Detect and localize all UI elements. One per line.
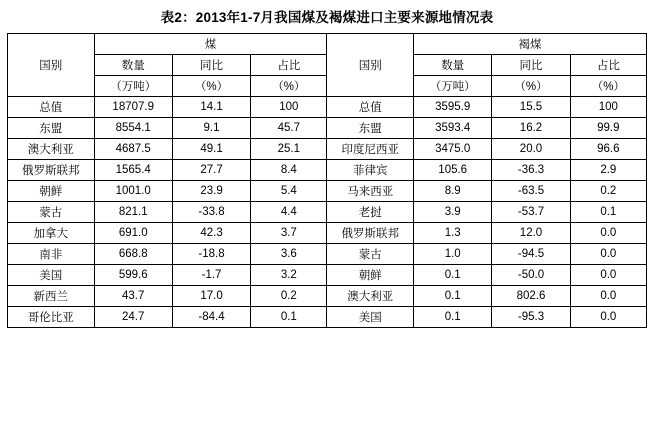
- cell-share-left: 4.4: [251, 202, 327, 223]
- header-share-unit-left: （%）: [251, 76, 327, 97]
- cell-country-left: 新西兰: [8, 286, 95, 307]
- cell-yoy-left: 49.1: [172, 139, 250, 160]
- cell-share-right: 99.9: [570, 118, 646, 139]
- header-group-coal: 煤: [94, 34, 327, 55]
- cell-country-right: 老挝: [327, 202, 414, 223]
- table-row: [8, 118, 647, 139]
- cell-quantity-left: 18707.9: [94, 97, 172, 118]
- header-group-lignite: 褐煤: [414, 34, 647, 55]
- table-row: [8, 265, 647, 286]
- cell-country-left: 南非: [8, 244, 95, 265]
- cell-country-left: 美国: [8, 265, 95, 286]
- header-share-unit-right: （%）: [570, 76, 646, 97]
- cell-yoy-left: 14.1: [172, 97, 250, 118]
- cell-share-left: 45.7: [251, 118, 327, 139]
- cell-share-right: 0.0: [570, 265, 646, 286]
- cell-quantity-right: 8.9: [414, 181, 492, 202]
- cell-country-left: 朝鲜: [8, 181, 95, 202]
- cell-quantity-left: 1565.4: [94, 160, 172, 181]
- cell-quantity-left: 43.7: [94, 286, 172, 307]
- header-share-right: 占比: [570, 55, 646, 76]
- cell-share-left: 100: [251, 97, 327, 118]
- table-row: [8, 139, 647, 160]
- cell-yoy-left: 17.0: [172, 286, 250, 307]
- cell-share-left: 0.2: [251, 286, 327, 307]
- cell-yoy-left: -1.7: [172, 265, 250, 286]
- cell-share-left: 3.6: [251, 244, 327, 265]
- cell-yoy-right: 16.2: [492, 118, 570, 139]
- cell-share-left: 3.7: [251, 223, 327, 244]
- cell-quantity-right: 0.1: [414, 265, 492, 286]
- cell-quantity-left: 691.0: [94, 223, 172, 244]
- cell-quantity-left: 668.8: [94, 244, 172, 265]
- cell-yoy-left: 42.3: [172, 223, 250, 244]
- import-sources-table: [7, 33, 647, 328]
- cell-quantity-right: 3595.9: [414, 97, 492, 118]
- cell-quantity-right: 0.1: [414, 307, 492, 328]
- header-row-groups: [8, 34, 647, 55]
- cell-quantity-left: 599.6: [94, 265, 172, 286]
- cell-quantity-left: 8554.1: [94, 118, 172, 139]
- header-quantity-unit-right: （万吨）: [414, 76, 492, 97]
- cell-country-right: 总值: [327, 97, 414, 118]
- table-row: [8, 97, 647, 118]
- cell-country-right: 印度尼西亚: [327, 139, 414, 160]
- cell-yoy-right: 802.6: [492, 286, 570, 307]
- cell-share-right: 2.9: [570, 160, 646, 181]
- cell-quantity-right: 3593.4: [414, 118, 492, 139]
- header-quantity-left: 数量: [94, 55, 172, 76]
- cell-share-left: 0.1: [251, 307, 327, 328]
- table-body: [8, 97, 647, 328]
- cell-quantity-right: 1.3: [414, 223, 492, 244]
- cell-yoy-left: 27.7: [172, 160, 250, 181]
- cell-country-right: 蒙古: [327, 244, 414, 265]
- cell-country-left: 澳大利亚: [8, 139, 95, 160]
- cell-share-right: 0.0: [570, 286, 646, 307]
- cell-country-right: 马来西亚: [327, 181, 414, 202]
- header-share-left: 占比: [251, 55, 327, 76]
- cell-country-right: 东盟: [327, 118, 414, 139]
- cell-quantity-right: 3.9: [414, 202, 492, 223]
- cell-share-left: 25.1: [251, 139, 327, 160]
- cell-quantity-left: 24.7: [94, 307, 172, 328]
- header-yoy-unit-left: （%）: [172, 76, 250, 97]
- cell-quantity-left: 4687.5: [94, 139, 172, 160]
- table-row: [8, 307, 647, 328]
- cell-country-right: 俄罗斯联邦: [327, 223, 414, 244]
- cell-country-left: 俄罗斯联邦: [8, 160, 95, 181]
- cell-share-right: 0.0: [570, 244, 646, 265]
- table-header: [8, 34, 647, 97]
- cell-share-left: 3.2: [251, 265, 327, 286]
- cell-quantity-right: 105.6: [414, 160, 492, 181]
- cell-yoy-right: -36.3: [492, 160, 570, 181]
- cell-country-left: 东盟: [8, 118, 95, 139]
- table-row: [8, 223, 647, 244]
- cell-country-left: 加拿大: [8, 223, 95, 244]
- cell-share-right: 0.2: [570, 181, 646, 202]
- cell-share-right: 0.1: [570, 202, 646, 223]
- cell-quantity-left: 1001.0: [94, 181, 172, 202]
- cell-quantity-right: 1.0: [414, 244, 492, 265]
- cell-yoy-right: -53.7: [492, 202, 570, 223]
- cell-yoy-right: -94.5: [492, 244, 570, 265]
- cell-country-right: 澳大利亚: [327, 286, 414, 307]
- table-row: [8, 160, 647, 181]
- cell-yoy-right: -63.5: [492, 181, 570, 202]
- header-quantity-unit-left: （万吨）: [94, 76, 172, 97]
- cell-country-left: 哥伦比亚: [8, 307, 95, 328]
- cell-share-left: 5.4: [251, 181, 327, 202]
- cell-share-right: 0.0: [570, 307, 646, 328]
- cell-yoy-right: 20.0: [492, 139, 570, 160]
- table-row: [8, 244, 647, 265]
- cell-yoy-right: 15.5: [492, 97, 570, 118]
- header-yoy-unit-right: （%）: [492, 76, 570, 97]
- table-row: [8, 202, 647, 223]
- table-row: [8, 181, 647, 202]
- table-row: [8, 286, 647, 307]
- cell-share-right: 0.0: [570, 223, 646, 244]
- cell-country-left: 蒙古: [8, 202, 95, 223]
- cell-yoy-left: 23.9: [172, 181, 250, 202]
- header-country-right: 国别: [327, 34, 414, 97]
- cell-quantity-left: 821.1: [94, 202, 172, 223]
- cell-yoy-right: -95.3: [492, 307, 570, 328]
- header-yoy-right: 同比: [492, 55, 570, 76]
- cell-share-right: 96.6: [570, 139, 646, 160]
- cell-yoy-right: 12.0: [492, 223, 570, 244]
- cell-country-right: 菲律宾: [327, 160, 414, 181]
- cell-yoy-left: 9.1: [172, 118, 250, 139]
- cell-country-right: 朝鲜: [327, 265, 414, 286]
- cell-yoy-left: -84.4: [172, 307, 250, 328]
- cell-yoy-left: -18.8: [172, 244, 250, 265]
- header-yoy-left: 同比: [172, 55, 250, 76]
- cell-quantity-right: 0.1: [414, 286, 492, 307]
- cell-share-right: 100: [570, 97, 646, 118]
- cell-country-right: 美国: [327, 307, 414, 328]
- cell-country-left: 总值: [8, 97, 95, 118]
- table-title: 表2：2013年1-7月我国煤及褐煤进口主要来源地情况表: [160, 10, 494, 25]
- header-quantity-right: 数量: [414, 55, 492, 76]
- header-country-left: 国别: [8, 34, 95, 97]
- cell-quantity-right: 3475.0: [414, 139, 492, 160]
- cell-share-left: 8.4: [251, 160, 327, 181]
- cell-yoy-right: -50.0: [492, 265, 570, 286]
- cell-yoy-left: -33.8: [172, 202, 250, 223]
